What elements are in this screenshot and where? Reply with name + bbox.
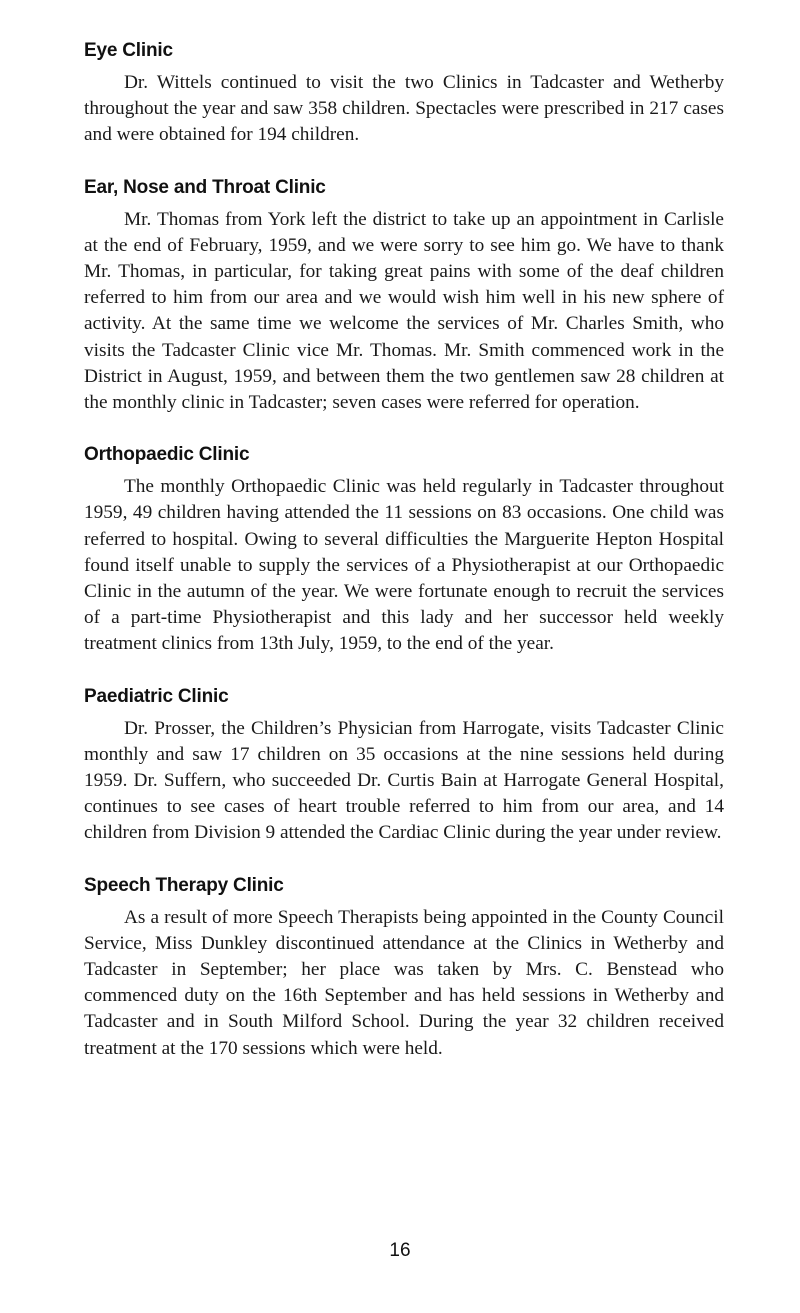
- section-heading: Eye Clinic: [84, 40, 173, 61]
- section-orthopaedic-clinic: [84, 442, 724, 657]
- section-paragraph: Dr. Prosser, the Children’s Physician from Harrogate, visits Tadcaster Clinic monthly and saw 17 children on 35 occasions at the nine sessions held during 1959. Dr. Suffern, who succeeded Dr. Curtis Bain at Harrogate General Hospital, continues to see cases of heart trouble referred to him from our area, and 14 children from Division 9 attended the Cardiac Clinic during the year under review.: [84, 717, 724, 844]
- section-paragraph: Dr. Wittels continued to visit the two Clinics in Tadcaster and Wetherby throughout the year and saw 358 children. Spectacles were prescribed in 217 cases and were obtained for 194 children.: [84, 72, 724, 146]
- section-heading: Paediatric Clinic: [84, 685, 229, 707]
- section-paediatric-clinic: [84, 684, 724, 847]
- section-heading: Speech Therapy Clinic: [84, 874, 284, 896]
- section-paragraph: The monthly Orthopaedic Clinic was held regularly in Tadcaster throughout 1959, 49 children having attended the 11 sessions on 83 occasions. One child was referred to hospital. Owing to several difficulties the Marguerite Hepton Hospital found itself unable to supply the services of a Physiotherapist at our Orthopaedic Clinic in the autumn of the year. We were fortunate enough to recruit the services of a part-time Physiotherapist and this lady and her successor held weekly treatment clinics from 13th July, 1959, to the end of the year.: [84, 476, 724, 655]
- section-paragraph: Mr. Thomas from York left the district to take up an appointment in Carlisle at the end of February, 1959, and we were sorry to see him go. We have to thank Mr. Thomas, in particular, for taking great pains with some of the deaf children referred to him from our area and we would wish him well in his new sphere of activity. At the same time we welcome the services of Mr. Charles Smith, who visits the Tadcaster Clinic vice Mr. Thomas. Mr. Smith commenced work in the District in August, 1959, and between them the two gentlemen saw 28 children at the monthly clinic in Tadcaster; seven cases were referred for operation.: [84, 208, 724, 414]
- section-ent-clinic: [84, 175, 724, 417]
- page-number: 16: [389, 1240, 411, 1261]
- section-eye-clinic: [84, 38, 724, 149]
- section-speech-therapy-clinic: [84, 873, 724, 1062]
- section-heading: Orthopaedic Clinic: [84, 444, 250, 466]
- section-heading: Ear, Nose and Throat Clinic: [84, 176, 326, 198]
- section-paragraph: As a result of more Speech Therapists being appointed in the County Council Service, Miss Dunkley discontinued attendance at the Clinics in Wetherby and Tadcaster in September; her place was taken by Mrs. C. Benstead who commenced duty on the 16th September and has held sessions in Wetherby and Tadcaster and in South Milford School. During the year 32 children received treatment at the 170 sessions which were held.: [84, 906, 724, 1059]
